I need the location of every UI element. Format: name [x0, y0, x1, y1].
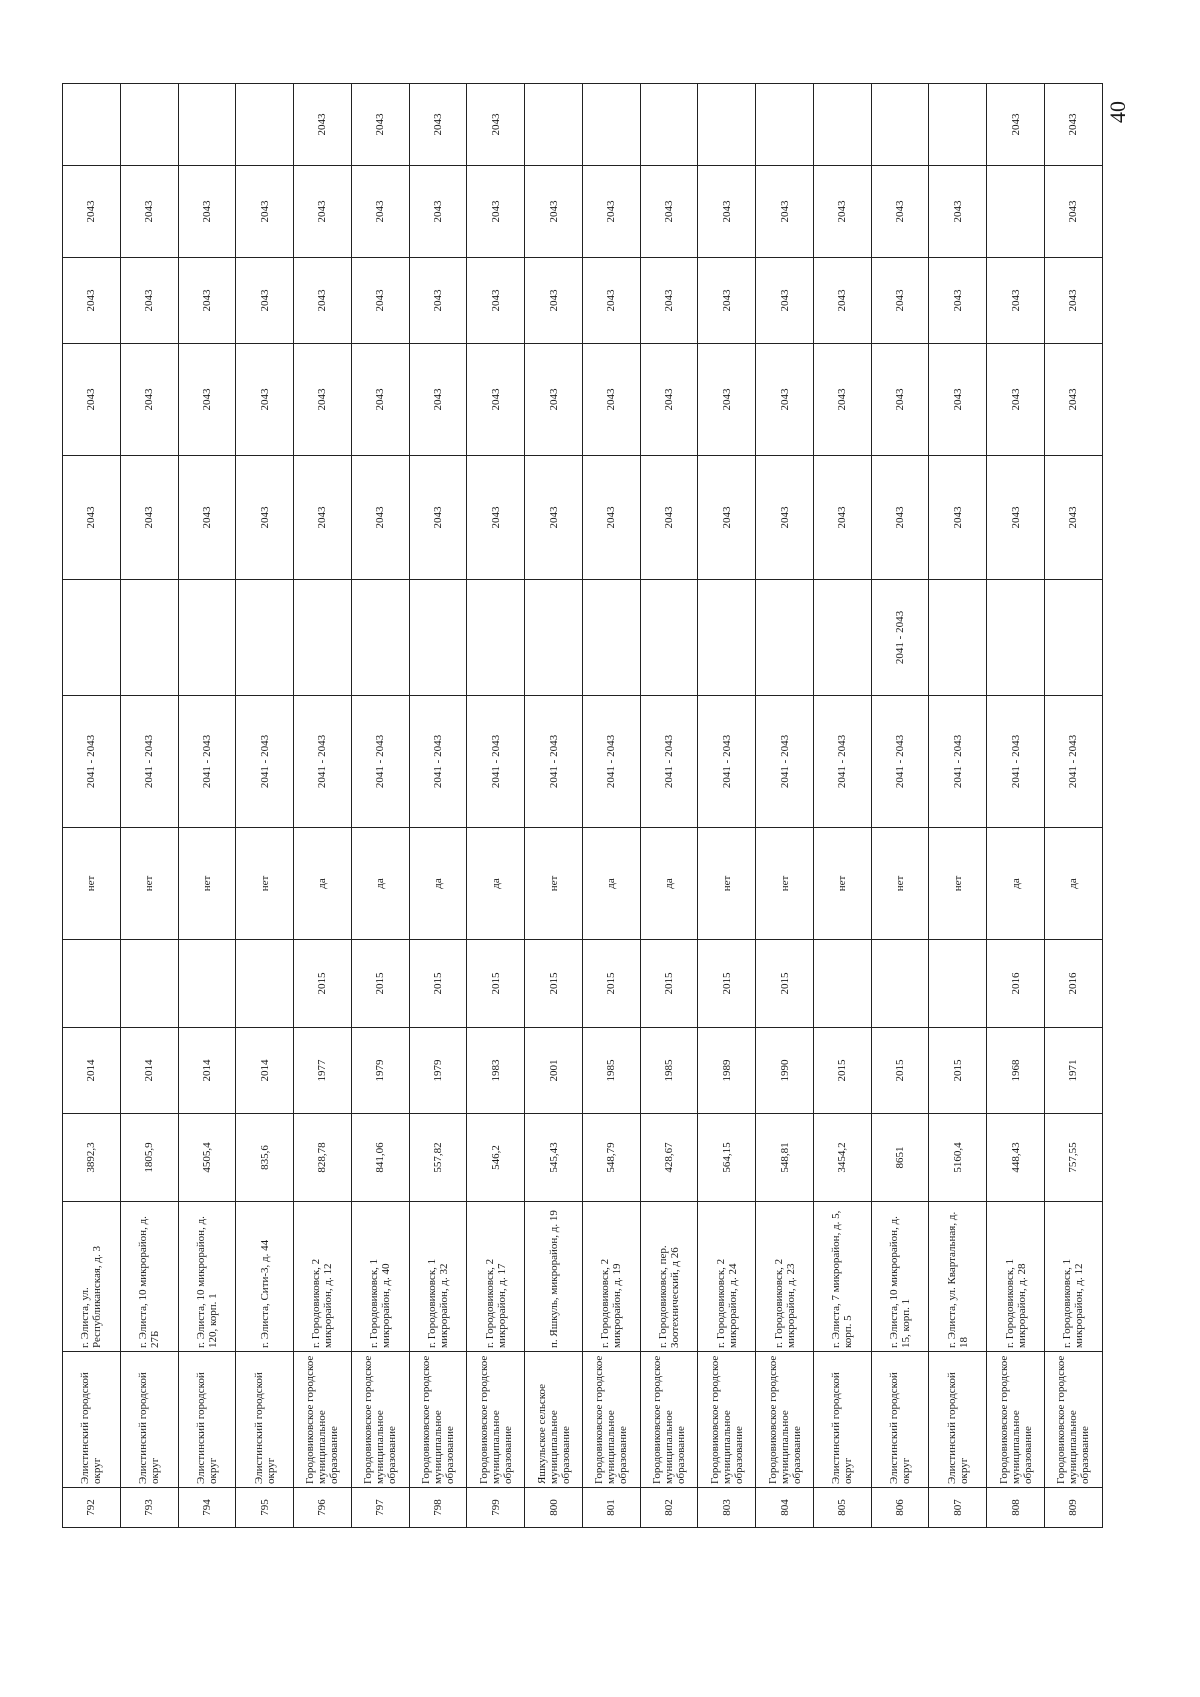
year-gas-cell: [63, 84, 121, 166]
gas-supply-cell: нет: [813, 828, 871, 940]
year-heating-cell: 2043: [525, 456, 583, 580]
period-roof-cell: 2041 - 2043: [698, 696, 756, 828]
year-sewer-cell: 2043: [294, 166, 352, 258]
year-heating-cell: 2043: [987, 456, 1045, 580]
year-built-cell: 1985: [582, 1028, 640, 1114]
year-water-cell: 2043: [525, 344, 583, 456]
municipality-cell: Городовиковское городское муниципальное образование: [1045, 1352, 1103, 1488]
year-sewer-cell: 2043: [698, 166, 756, 258]
total-area-cell: 428,67: [640, 1114, 698, 1202]
period-facade-cell: [236, 580, 294, 696]
year-electric-cell: 2043: [756, 258, 814, 344]
gas-supply-cell: да: [351, 828, 409, 940]
year-water-cell: 2043: [1045, 344, 1103, 456]
gas-supply-cell: да: [1045, 828, 1103, 940]
row-number-cell: 794: [178, 1488, 236, 1528]
municipality-cell: Городовиковское городское муниципальное образование: [987, 1352, 1045, 1488]
row-number-cell: 804: [756, 1488, 814, 1528]
year-gas-cell: [698, 84, 756, 166]
table-row: [698, 84, 756, 1528]
total-area-cell: 3454,2: [813, 1114, 871, 1202]
year-electric-cell: 2043: [467, 258, 525, 344]
year-built-cell: 2014: [63, 1028, 121, 1114]
table-row: [987, 84, 1045, 1528]
period-roof-cell: 2041 - 2043: [351, 696, 409, 828]
year-built-cell: 2015: [813, 1028, 871, 1114]
year-heating-cell: 2043: [871, 456, 929, 580]
gas-supply-cell: нет: [756, 828, 814, 940]
year-electric-cell: 2043: [525, 258, 583, 344]
year-gas-cell: [178, 84, 236, 166]
year-sewer-cell: 2043: [813, 166, 871, 258]
period-roof-cell: 2041 - 2043: [467, 696, 525, 828]
year-gas-cell: 2043: [294, 84, 352, 166]
total-area-cell: 545,43: [525, 1114, 583, 1202]
period-roof-cell: 2041 - 2043: [63, 696, 121, 828]
row-number-cell: 807: [929, 1488, 987, 1528]
row-number-cell: 793: [120, 1488, 178, 1528]
year-water-cell: 2043: [813, 344, 871, 456]
year-electric-cell: 2043: [929, 258, 987, 344]
year-electric-cell: 2043: [409, 258, 467, 344]
row-number-cell: 797: [351, 1488, 409, 1528]
year-water-cell: 2043: [467, 344, 525, 456]
gas-supply-cell: да: [409, 828, 467, 940]
year-heating-cell: 2043: [813, 456, 871, 580]
year-gas-cell: [582, 84, 640, 166]
year-heating-cell: 2043: [698, 456, 756, 580]
row-number-cell: 809: [1045, 1488, 1103, 1528]
row-number-cell: 808: [987, 1488, 1045, 1528]
period-facade-cell: [525, 580, 583, 696]
year-built-cell: 2014: [120, 1028, 178, 1114]
period-facade-cell: [813, 580, 871, 696]
year-heating-cell: 2043: [294, 456, 352, 580]
year-sewer-cell: 2043: [871, 166, 929, 258]
last-repair-year-cell: [871, 940, 929, 1028]
table-row: [871, 84, 929, 1528]
address-cell: г. Элиста, Сити-3, д. 44: [236, 1202, 294, 1352]
year-gas-cell: 2043: [987, 84, 1045, 166]
table-row: [294, 84, 352, 1528]
year-built-cell: 2014: [236, 1028, 294, 1114]
period-facade-cell: [409, 580, 467, 696]
address-cell: г. Городовиковск, 2 микрорайон, д. 12: [294, 1202, 352, 1352]
year-gas-cell: 2043: [351, 84, 409, 166]
year-built-cell: 1971: [1045, 1028, 1103, 1114]
year-gas-cell: [236, 84, 294, 166]
year-water-cell: 2043: [351, 344, 409, 456]
total-area-cell: 841,06: [351, 1114, 409, 1202]
address-cell: г. Городовиковск, 2 микрорайон, д. 23: [756, 1202, 814, 1352]
rotated-table-container: [62, 84, 1102, 1528]
table-row: [120, 84, 178, 1528]
year-gas-cell: [929, 84, 987, 166]
year-electric-cell: 2043: [236, 258, 294, 344]
total-area-cell: 8651: [871, 1114, 929, 1202]
year-heating-cell: 2043: [351, 456, 409, 580]
year-gas-cell: [871, 84, 929, 166]
address-cell: г. Городовиковск, 1 микрорайон, д. 12: [1045, 1202, 1103, 1352]
period-facade-cell: [698, 580, 756, 696]
last-repair-year-cell: 2015: [351, 940, 409, 1028]
last-repair-year-cell: [63, 940, 121, 1028]
municipality-cell: Элистинский городской округ: [871, 1352, 929, 1488]
municipality-cell: Элистинский городской округ: [813, 1352, 871, 1488]
year-built-cell: 1968: [987, 1028, 1045, 1114]
total-area-cell: 546,2: [467, 1114, 525, 1202]
total-area-cell: 3892,3: [63, 1114, 121, 1202]
gas-supply-cell: нет: [698, 828, 756, 940]
year-water-cell: 2043: [640, 344, 698, 456]
table-row: [929, 84, 987, 1528]
row-number-cell: 806: [871, 1488, 929, 1528]
total-area-cell: 564,15: [698, 1114, 756, 1202]
row-number-cell: 798: [409, 1488, 467, 1528]
gas-supply-cell: да: [294, 828, 352, 940]
year-heating-cell: 2043: [178, 456, 236, 580]
address-cell: г. Городовиковск, 1 микрорайон, д. 40: [351, 1202, 409, 1352]
year-heating-cell: 2043: [929, 456, 987, 580]
last-repair-year-cell: 2015: [582, 940, 640, 1028]
housing-registry-table: [62, 83, 1103, 1528]
table-row: [756, 84, 814, 1528]
last-repair-year-cell: [929, 940, 987, 1028]
year-electric-cell: 2043: [351, 258, 409, 344]
year-electric-cell: 2043: [987, 258, 1045, 344]
address-cell: г. Городовиковск, 2 микрорайон, д. 24: [698, 1202, 756, 1352]
year-water-cell: 2043: [929, 344, 987, 456]
year-heating-cell: 2043: [582, 456, 640, 580]
period-facade-cell: [63, 580, 121, 696]
year-heating-cell: 2043: [640, 456, 698, 580]
period-roof-cell: 2041 - 2043: [525, 696, 583, 828]
address-cell: г. Элиста, 10 микрорайон, д. 15, корп. 1: [871, 1202, 929, 1352]
year-water-cell: 2043: [871, 344, 929, 456]
municipality-cell: Городовиковское городское муниципальное образование: [467, 1352, 525, 1488]
last-repair-year-cell: 2015: [756, 940, 814, 1028]
year-sewer-cell: 2043: [351, 166, 409, 258]
year-heating-cell: 2043: [63, 456, 121, 580]
period-roof-cell: 2041 - 2043: [120, 696, 178, 828]
address-cell: г. Элиста, 10 микрорайон, д. 27Б: [120, 1202, 178, 1352]
last-repair-year-cell: 2015: [525, 940, 583, 1028]
address-cell: г. Городовиковск, 1 микрорайон, д. 32: [409, 1202, 467, 1352]
gas-supply-cell: нет: [929, 828, 987, 940]
year-built-cell: 1977: [294, 1028, 352, 1114]
year-water-cell: 2043: [120, 344, 178, 456]
year-electric-cell: 2043: [294, 258, 352, 344]
year-sewer-cell: 2043: [63, 166, 121, 258]
year-sewer-cell: 2043: [525, 166, 583, 258]
last-repair-year-cell: [236, 940, 294, 1028]
year-sewer-cell: 2043: [409, 166, 467, 258]
row-number-cell: 803: [698, 1488, 756, 1528]
table-row: [236, 84, 294, 1528]
year-sewer-cell: 2043: [120, 166, 178, 258]
row-number-cell: 800: [525, 1488, 583, 1528]
year-sewer-cell: 2043: [236, 166, 294, 258]
last-repair-year-cell: 2015: [467, 940, 525, 1028]
table-row: [1045, 84, 1103, 1528]
municipality-cell: Элистинский городской округ: [236, 1352, 294, 1488]
table-row: [178, 84, 236, 1528]
year-water-cell: 2043: [178, 344, 236, 456]
year-built-cell: 1990: [756, 1028, 814, 1114]
year-sewer-cell: 2043: [178, 166, 236, 258]
year-sewer-cell: 2043: [640, 166, 698, 258]
table-row: [525, 84, 583, 1528]
year-heating-cell: 2043: [1045, 456, 1103, 580]
year-sewer-cell: 2043: [929, 166, 987, 258]
year-gas-cell: [120, 84, 178, 166]
last-repair-year-cell: 2015: [640, 940, 698, 1028]
row-number-cell: 792: [63, 1488, 121, 1528]
year-built-cell: 1983: [467, 1028, 525, 1114]
address-cell: г. Городовиковск, 2 микрорайон, д. 19: [582, 1202, 640, 1352]
year-built-cell: 2015: [871, 1028, 929, 1114]
last-repair-year-cell: 2015: [698, 940, 756, 1028]
period-facade-cell: [582, 580, 640, 696]
table-row: [63, 84, 121, 1528]
table-body: [63, 84, 1103, 1528]
year-built-cell: 1979: [351, 1028, 409, 1114]
period-roof-cell: 2041 - 2043: [871, 696, 929, 828]
period-roof-cell: 2041 - 2043: [236, 696, 294, 828]
period-roof-cell: 2041 - 2043: [756, 696, 814, 828]
gas-supply-cell: нет: [63, 828, 121, 940]
year-sewer-cell: 2043: [756, 166, 814, 258]
municipality-cell: Элистинский городской округ: [120, 1352, 178, 1488]
period-facade-cell: [467, 580, 525, 696]
row-number-cell: 805: [813, 1488, 871, 1528]
address-cell: г. Элиста, 7 микрорайон, д. 5, корп. 5: [813, 1202, 871, 1352]
year-water-cell: 2043: [236, 344, 294, 456]
table-row: [813, 84, 871, 1528]
municipality-cell: Городовиковское городское муниципальное образование: [640, 1352, 698, 1488]
year-sewer-cell: 2043: [467, 166, 525, 258]
total-area-cell: 828,78: [294, 1114, 352, 1202]
year-water-cell: 2043: [756, 344, 814, 456]
last-repair-year-cell: 2016: [1045, 940, 1103, 1028]
year-electric-cell: 2043: [582, 258, 640, 344]
row-number-cell: 796: [294, 1488, 352, 1528]
gas-supply-cell: нет: [871, 828, 929, 940]
municipality-cell: Городовиковское городское муниципальное образование: [294, 1352, 352, 1488]
municipality-cell: Элистинский городской округ: [178, 1352, 236, 1488]
table-row: [640, 84, 698, 1528]
year-water-cell: 2043: [409, 344, 467, 456]
municipality-cell: Городовиковское городское муниципальное образование: [756, 1352, 814, 1488]
total-area-cell: 835,6: [236, 1114, 294, 1202]
period-roof-cell: 2041 - 2043: [813, 696, 871, 828]
year-built-cell: 2001: [525, 1028, 583, 1114]
row-number-cell: 802: [640, 1488, 698, 1528]
year-built-cell: 2014: [178, 1028, 236, 1114]
year-gas-cell: 2043: [467, 84, 525, 166]
period-roof-cell: 2041 - 2043: [1045, 696, 1103, 828]
table-row: [467, 84, 525, 1528]
year-electric-cell: 2043: [63, 258, 121, 344]
table-row: [409, 84, 467, 1528]
row-number-cell: 801: [582, 1488, 640, 1528]
period-roof-cell: 2041 - 2043: [929, 696, 987, 828]
year-electric-cell: 2043: [871, 258, 929, 344]
year-gas-cell: [525, 84, 583, 166]
period-facade-cell: 2041 - 2043: [871, 580, 929, 696]
period-facade-cell: [640, 580, 698, 696]
year-gas-cell: [640, 84, 698, 166]
gas-supply-cell: нет: [236, 828, 294, 940]
address-cell: г. Городовиковск, 1 микрорайон, д. 28: [987, 1202, 1045, 1352]
table-row: [351, 84, 409, 1528]
municipality-cell: Городовиковское городское муниципальное образование: [698, 1352, 756, 1488]
total-area-cell: 5160,4: [929, 1114, 987, 1202]
year-gas-cell: [813, 84, 871, 166]
municipality-cell: Городовиковское городское муниципальное образование: [351, 1352, 409, 1488]
table-row: [582, 84, 640, 1528]
year-heating-cell: 2043: [409, 456, 467, 580]
period-roof-cell: 2041 - 2043: [582, 696, 640, 828]
period-roof-cell: 2041 - 2043: [409, 696, 467, 828]
period-facade-cell: [294, 580, 352, 696]
year-electric-cell: 2043: [178, 258, 236, 344]
year-electric-cell: 2043: [698, 258, 756, 344]
row-number-cell: 795: [236, 1488, 294, 1528]
gas-supply-cell: да: [467, 828, 525, 940]
municipality-cell: Городовиковское городское муниципальное образование: [582, 1352, 640, 1488]
gas-supply-cell: нет: [120, 828, 178, 940]
year-gas-cell: 2043: [409, 84, 467, 166]
year-water-cell: 2043: [698, 344, 756, 456]
municipality-cell: Элистинский городской округ: [63, 1352, 121, 1488]
total-area-cell: 757,55: [1045, 1114, 1103, 1202]
period-roof-cell: 2041 - 2043: [178, 696, 236, 828]
year-water-cell: 2043: [582, 344, 640, 456]
total-area-cell: 557,82: [409, 1114, 467, 1202]
year-sewer-cell: [987, 166, 1045, 258]
total-area-cell: 548,79: [582, 1114, 640, 1202]
period-facade-cell: [1045, 580, 1103, 696]
row-number-cell: 799: [467, 1488, 525, 1528]
year-sewer-cell: 2043: [582, 166, 640, 258]
year-electric-cell: 2043: [813, 258, 871, 344]
period-roof-cell: 2041 - 2043: [294, 696, 352, 828]
municipality-cell: Яшкульское сельское муниципальное образование: [525, 1352, 583, 1488]
period-facade-cell: [987, 580, 1045, 696]
gas-supply-cell: нет: [178, 828, 236, 940]
year-heating-cell: 2043: [236, 456, 294, 580]
period-roof-cell: 2041 - 2043: [640, 696, 698, 828]
year-sewer-cell: 2043: [1045, 166, 1103, 258]
gas-supply-cell: да: [987, 828, 1045, 940]
municipality-cell: Городовиковское городское муниципальное образование: [409, 1352, 467, 1488]
last-repair-year-cell: [120, 940, 178, 1028]
year-water-cell: 2043: [63, 344, 121, 456]
period-facade-cell: [351, 580, 409, 696]
gas-supply-cell: да: [640, 828, 698, 940]
year-water-cell: 2043: [294, 344, 352, 456]
year-electric-cell: 2043: [640, 258, 698, 344]
total-area-cell: 548,81: [756, 1114, 814, 1202]
year-heating-cell: 2043: [120, 456, 178, 580]
period-facade-cell: [120, 580, 178, 696]
period-roof-cell: 2041 - 2043: [987, 696, 1045, 828]
year-heating-cell: 2043: [467, 456, 525, 580]
period-facade-cell: [756, 580, 814, 696]
last-repair-year-cell: 2015: [294, 940, 352, 1028]
municipality-cell: Элистинский городской округ: [929, 1352, 987, 1488]
year-built-cell: 1979: [409, 1028, 467, 1114]
address-cell: п. Яшкуль, микрорайон, д. 19: [525, 1202, 583, 1352]
year-electric-cell: 2043: [1045, 258, 1103, 344]
period-facade-cell: [178, 580, 236, 696]
last-repair-year-cell: [178, 940, 236, 1028]
period-facade-cell: [929, 580, 987, 696]
total-area-cell: 4505,4: [178, 1114, 236, 1202]
address-cell: г. Элиста, ул. Республиканская, д. 3: [63, 1202, 121, 1352]
year-built-cell: 2015: [929, 1028, 987, 1114]
address-cell: г. Элиста, 10 микрорайон, д. 120, корп. 1: [178, 1202, 236, 1352]
gas-supply-cell: нет: [525, 828, 583, 940]
gas-supply-cell: да: [582, 828, 640, 940]
total-area-cell: 1805,9: [120, 1114, 178, 1202]
total-area-cell: 448,43: [987, 1114, 1045, 1202]
year-heating-cell: 2043: [756, 456, 814, 580]
last-repair-year-cell: [813, 940, 871, 1028]
year-gas-cell: [756, 84, 814, 166]
last-repair-year-cell: 2016: [987, 940, 1045, 1028]
address-cell: г. Городовиковск, пер. Зоотехнический, д 26: [640, 1202, 698, 1352]
year-built-cell: 1985: [640, 1028, 698, 1114]
address-cell: г. Элиста, ул. Квартальная, д. 18: [929, 1202, 987, 1352]
page-number: 40: [1105, 101, 1130, 123]
last-repair-year-cell: 2015: [409, 940, 467, 1028]
year-electric-cell: 2043: [120, 258, 178, 344]
address-cell: г. Городовиковск, 2 микрорайон, д. 17: [467, 1202, 525, 1352]
year-gas-cell: 2043: [1045, 84, 1103, 166]
year-water-cell: 2043: [987, 344, 1045, 456]
year-built-cell: 1989: [698, 1028, 756, 1114]
